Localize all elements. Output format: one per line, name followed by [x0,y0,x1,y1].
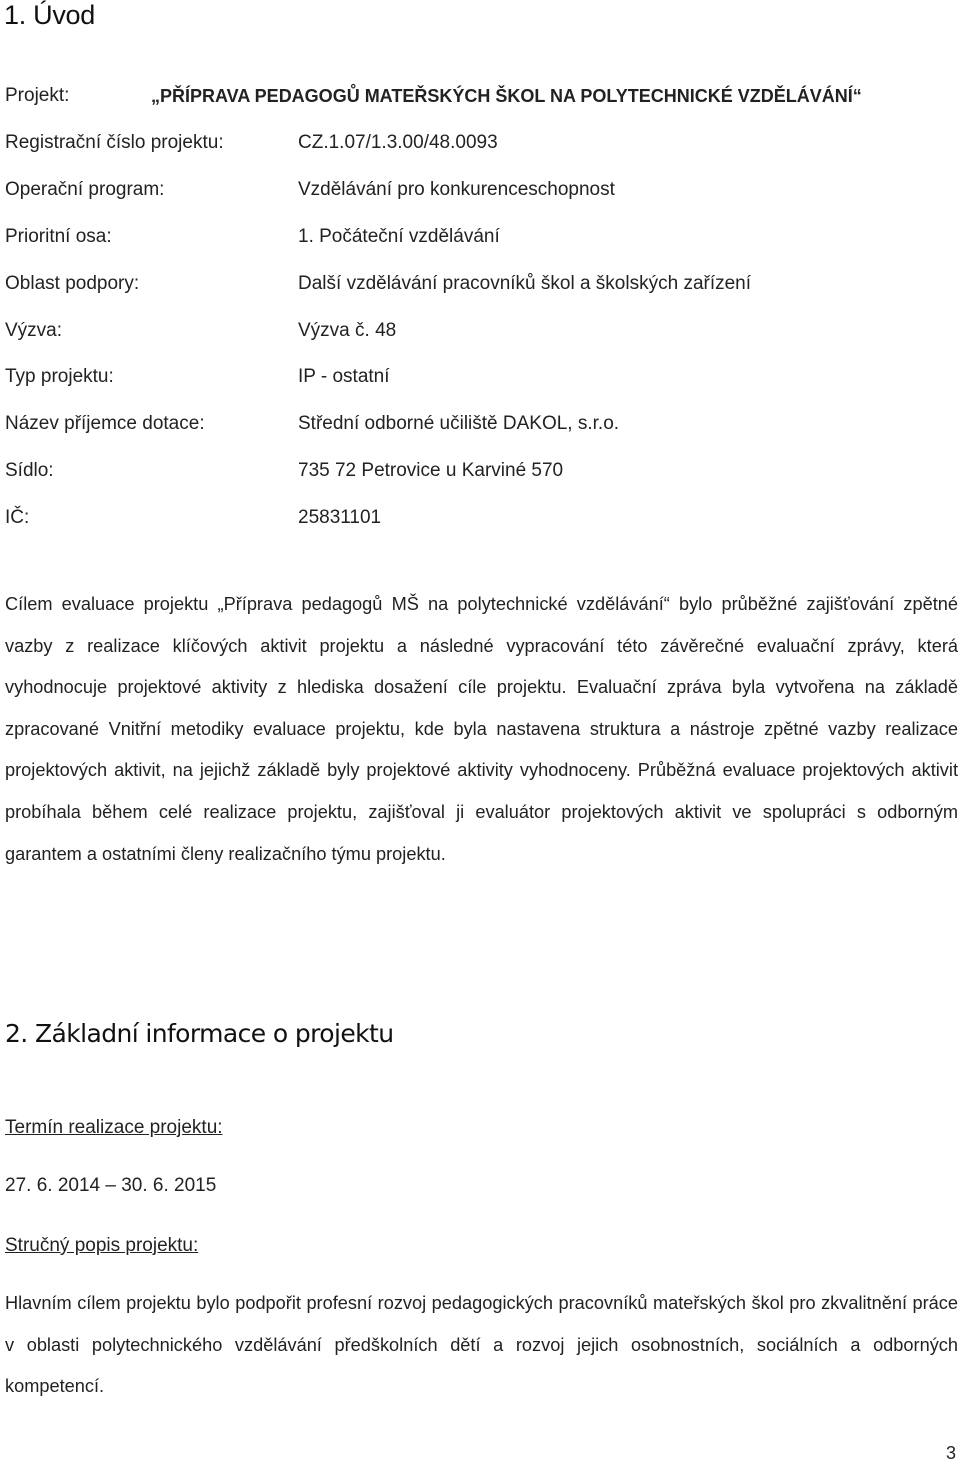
info-label-ic: IČ: [5,507,30,528]
section-heading-zakladni-informace: 2. Základní informace o projektu [5,1019,394,1048]
term-value: 27. 6. 2014 – 30. 6. 2015 [5,1175,217,1196]
page-number: 3 [946,1443,957,1463]
info-value-vyzva: Výzva č. 48 [298,320,397,341]
summary-label: Stručný popis projektu: [5,1235,199,1256]
term-label: Termín realizace projektu: [5,1117,223,1138]
info-value-oblast-podpory: Další vzdělávání pracovníků škol a školských zařízení [298,273,752,294]
info-label-prioritni-osa: Prioritní osa: [5,226,112,247]
info-label-sidlo: Sídlo: [5,460,54,481]
info-label-vyzva: Výzva: [5,320,63,341]
info-label-projekt: Projekt: [5,85,70,106]
info-value-registracni-cislo: CZ.1.07/1.3.00/48.0093 [298,132,498,153]
info-label-prijemce: Název příjemce dotace: [5,413,205,434]
intro-paragraph: Cílem evaluace projektu „Příprava pedagogů MŠ na polytechnické vzdělávání“ bylo průběžné zajišťování zpětné vazby z realizace klíčových aktivit projektu a následné vypracování této závěrečné evaluační zprávy, která vyhodnocuje projektové aktivity z hlediska dosažení cíle projektu. Evaluační zpráva byla vytvořena na základě zpracované Vnitřní metodiky evaluace projektu, kde byla nastavena struktura a nástroje zpětné vazby realizace projektových aktivit, na jejichž základě byly projektové aktivity vyhodnoceny. Průběžná evaluace projektových aktivit probíhala během celé realizace projektu, zajišťoval ji evaluátor projektových aktivit ve spolupráci s odborným garantem a ostatními členy realizačního týmu projektu. [5,594,958,864]
info-value-prijemce: Střední odborné učiliště DAKOL, s.r.o. [298,413,620,434]
summary-paragraph: Hlavním cílem projektu bylo podpořit profesní rozvoj pedagogických pracovníků mateřských škol pro zkvalitnění práce v oblasti polytechnického vzdělávání předškolních dětí a rozvoj jejich osobnostních, sociálních a odborných kompetencí. [5,1293,958,1396]
section-heading-uvod: 1. Úvod [4,0,95,30]
info-value-projekt: „PŘÍPRAVA PEDAGOGŮ MATEŘSKÝCH ŠKOL NA POLYTECHNICKÉ VZDĚLÁVÁNÍ“ [151,86,862,106]
info-label-registracni-cislo: Registrační číslo projektu: [5,132,224,153]
info-value-prioritni-osa: 1. Počáteční vzdělávání [298,226,500,247]
info-label-oblast-podpory: Oblast podpory: [5,273,140,294]
info-label-operacni-program: Operační program: [5,179,165,200]
info-value-typ-projektu: IP - ostatní [298,366,390,387]
info-value-ic: 25831101 [298,507,382,528]
info-value-operacni-program: Vzdělávání pro konkurenceschopnost [298,179,615,200]
info-value-sidlo: 735 72 Petrovice u Karviné 570 [298,460,564,481]
info-label-typ-projektu: Typ projektu: [5,366,114,387]
